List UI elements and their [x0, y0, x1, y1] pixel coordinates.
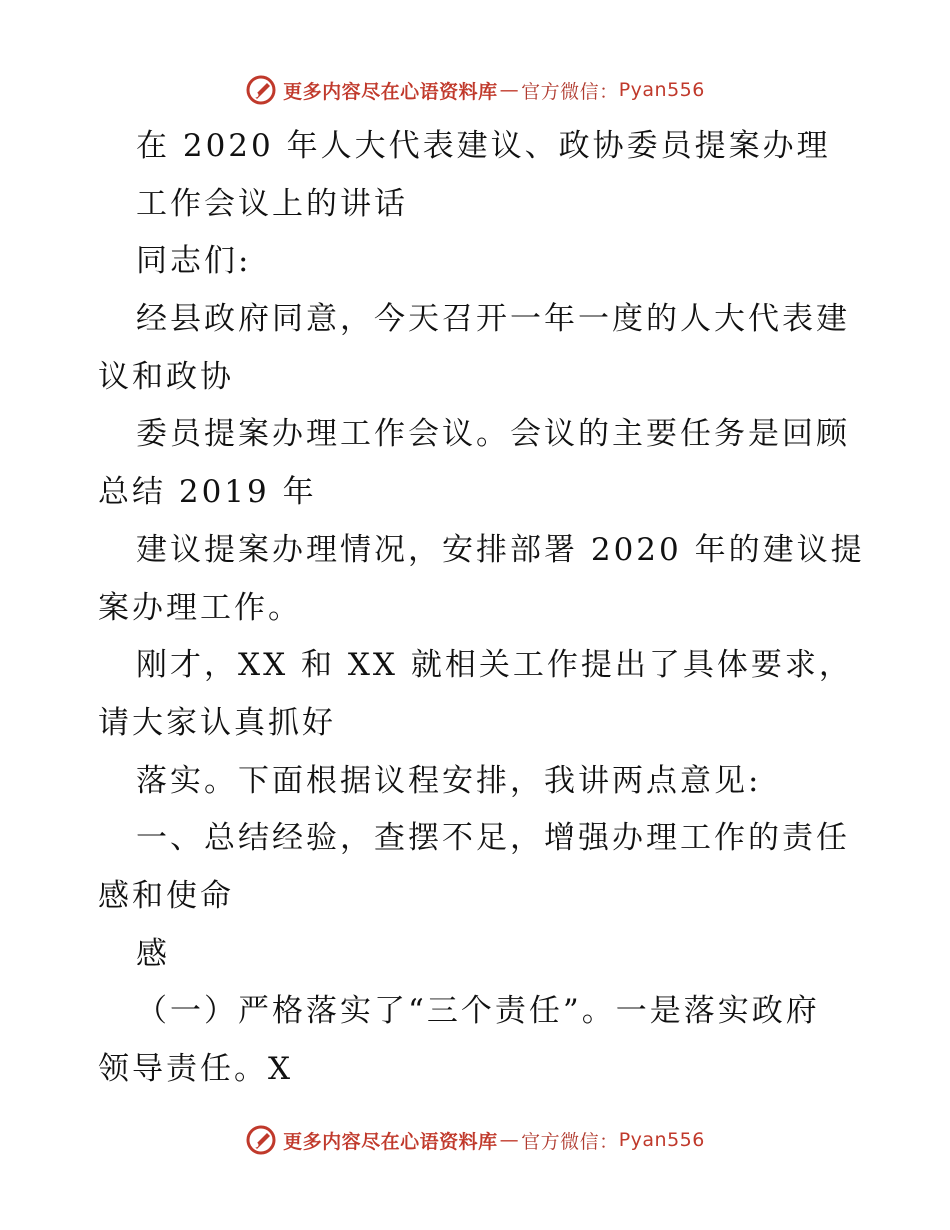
text-line: 领导责任。X [98, 1051, 294, 1087]
text-line: 委员提案办理工作会议。会议的主要任务是回顾 [136, 416, 850, 453]
text-line: 一、总结经验，查摆不足，增强办理工作的责任 [136, 820, 850, 857]
watermark-id: Pyan556 [618, 79, 705, 101]
text-line: 议和政协 [98, 358, 234, 395]
text-line: 同志们: [136, 243, 252, 280]
brand-logo-icon [245, 1124, 277, 1156]
text-line: 经县政府同意，今天召开一年一度的人大代表建 [136, 301, 850, 338]
watermark-brand: 更多内容尽在心语资料库 [283, 1130, 498, 1153]
watermark-brand: 更多内容尽在心语资料库 [283, 80, 498, 103]
watermark-label: 官方微信： [521, 1130, 619, 1153]
text-line: 在 2020 年人大代表建议、政协委员提案办理 [136, 128, 831, 164]
watermark-label: 官方微信： [521, 80, 619, 103]
text-line: 总结 2019 年 [98, 474, 317, 511]
text-line: 工作会议上的讲话 [136, 185, 408, 222]
brand-logo-icon [245, 74, 277, 106]
text-line: 感和使命 [98, 877, 234, 914]
footer-watermark [0, 1120, 950, 1160]
header-watermark [0, 70, 950, 110]
text-line: 刚才，XX 和 XX 就相关工作提出了具体要求， [136, 647, 853, 684]
watermark-dash: — [499, 79, 520, 101]
text-line: 案办理工作。 [98, 589, 302, 626]
text-line: 落实。下面根据议程安排，我讲两点意见: [136, 762, 762, 799]
watermark-id: Pyan556 [618, 1129, 705, 1151]
text-line: 请大家认真抓好 [98, 704, 336, 741]
document-body [98, 118, 865, 1099]
text-line: （一）严格落实了“三个责任”。一是落实政府 [136, 993, 820, 1030]
text-line: 建议提案办理情况，安排部署 2020 年的建议提 [136, 531, 865, 568]
text-line: 感 [136, 935, 170, 972]
watermark-dash: — [499, 1129, 520, 1151]
